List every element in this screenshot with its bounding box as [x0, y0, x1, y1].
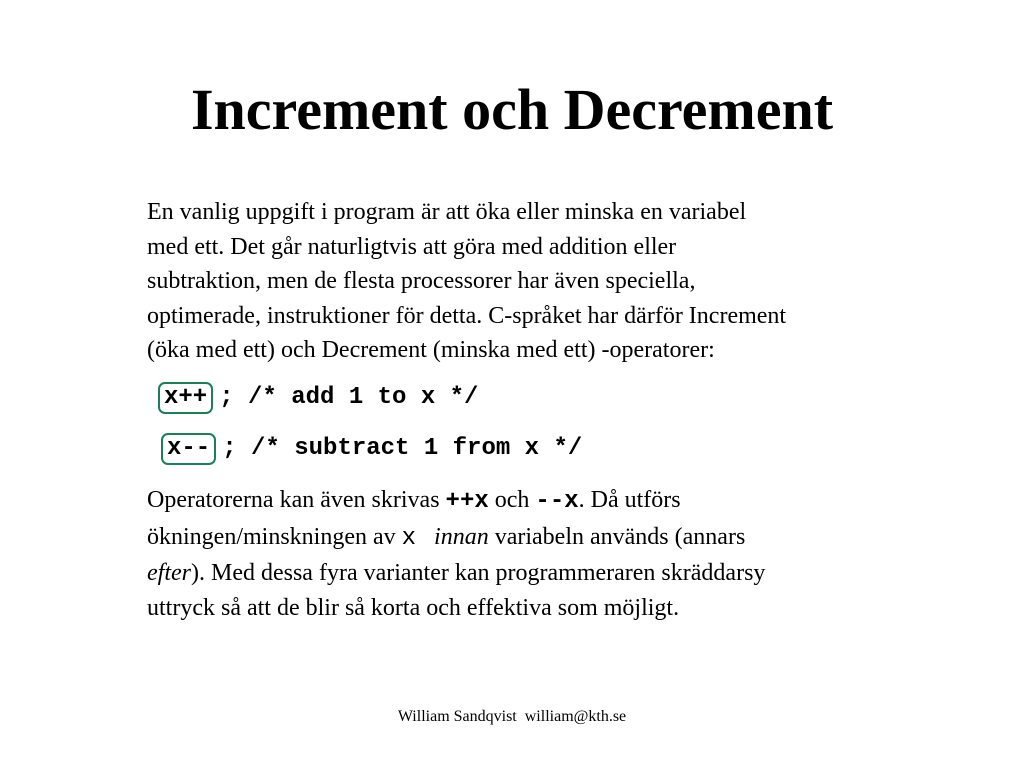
- outro-text: Operatorerna kan även skrivas: [147, 487, 446, 513]
- outro-line-1: [147, 483, 917, 520]
- code-line-decrement: [165, 433, 582, 465]
- decrement-comment: ; /* subtract 1 from x */: [222, 435, 583, 462]
- emphasis-efter: efter: [147, 560, 191, 586]
- code-line-increment: [162, 382, 478, 414]
- outro-text: variabeln används (annars: [488, 523, 746, 550]
- pre-increment-code: ++x: [445, 488, 489, 515]
- intro-line: (öka med ett) och Decrement (minska med ett) -operatorer:: [147, 337, 715, 363]
- pre-decrement-code: --x: [535, 488, 579, 515]
- outro-line-2: [147, 520, 917, 557]
- intro-line: med ett. Det går naturligtvis att göra med addition eller: [147, 233, 677, 260]
- outro-line-4: uttryck så att de blir så korta och effektiva som möjligt.: [147, 594, 680, 621]
- emphasis-innan: innan: [434, 523, 489, 550]
- increment-operator-highlight: x++: [158, 382, 213, 414]
- outro-text: . Då utförs: [578, 487, 681, 513]
- intro-line: subtraktion, men de flesta processorer har även speciella,: [147, 268, 696, 294]
- increment-comment: ; /* add 1 to x */: [219, 384, 479, 411]
- outro-line-3: [147, 556, 917, 591]
- intro-line: En vanlig uppgift i program är att öka eller minska en variabel: [147, 199, 747, 225]
- outro-text: och: [488, 487, 536, 513]
- slide-title: Increment och Decrement: [190, 77, 834, 142]
- intro-line: optimerade, instruktioner för detta. C-språket har därför Increment: [147, 302, 787, 329]
- footer-author: William Sandqvist william@kth.se: [397, 708, 627, 725]
- outro-paragraph: [147, 483, 917, 625]
- outro-text: ökningen/minskningen av: [147, 523, 402, 550]
- outro-text: ). Med dessa fyra varianter kan programmeraren skräddarsy: [190, 560, 766, 586]
- intro-paragraph: [147, 195, 917, 368]
- variable-x-code: x: [401, 524, 417, 552]
- decrement-operator-highlight: x--: [161, 433, 216, 465]
